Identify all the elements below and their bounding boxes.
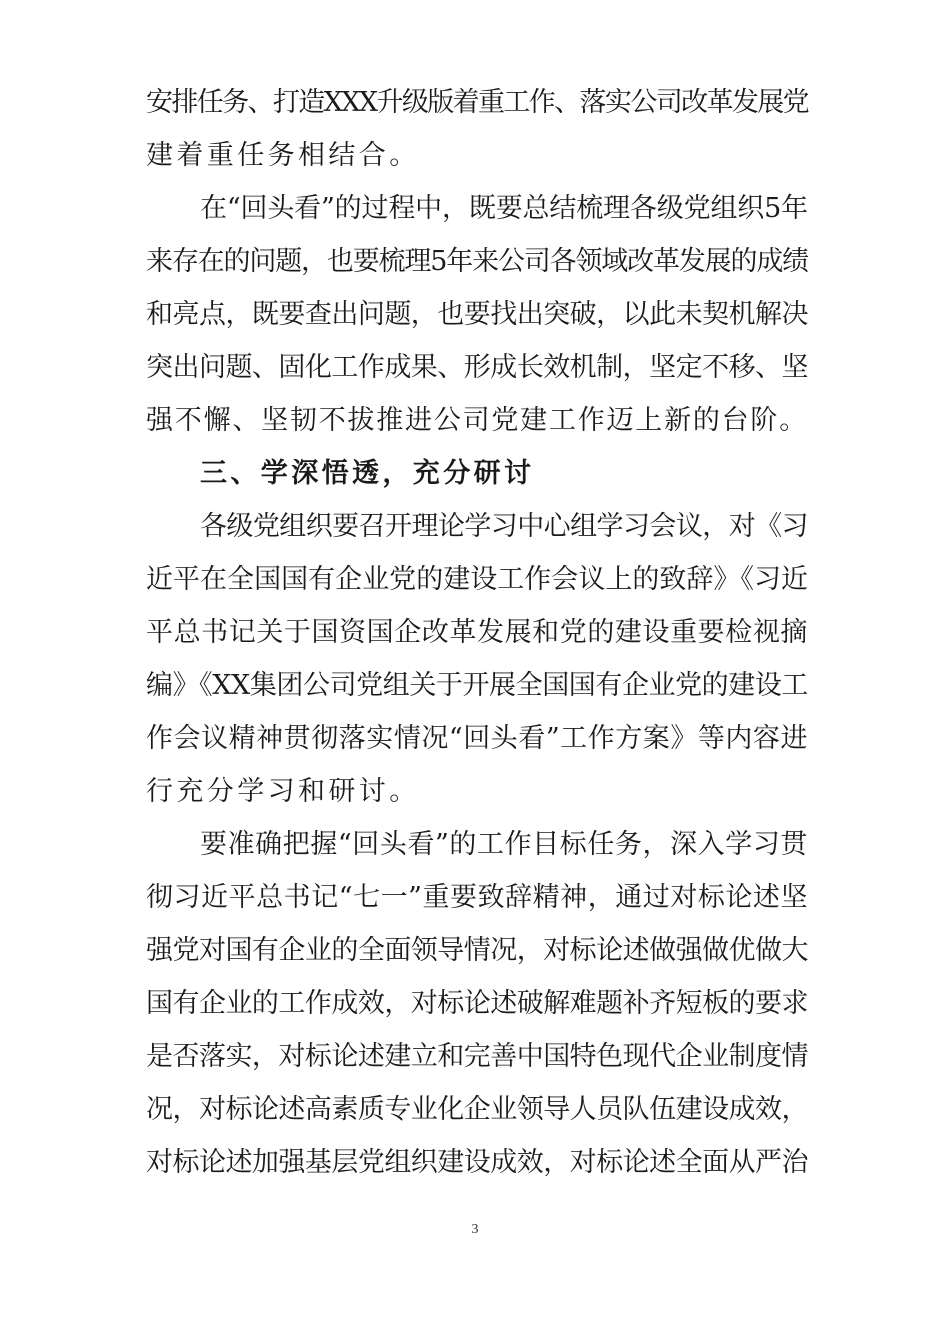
text-line: 平总书记关于国资国企改革发展和党的建设重要检视摘 — [146, 617, 808, 648]
text-line: 是否落实，对标论述建立和完善中国特色现代企业制度情 — [146, 1041, 808, 1072]
text-line: 安排任务、打造XXX升级版着重工作、落实公司改革发展党 — [146, 87, 808, 118]
text-line: 强党对国有企业的全面领导情况，对标论述做强做优做大 — [146, 935, 808, 966]
section-heading: 三、学深悟透，充分研讨 — [200, 458, 535, 489]
document-body — [146, 76, 808, 1189]
text-line: 作会议精神贯彻落实情况“回头看”工作方案》等内容进 — [146, 723, 808, 754]
text-line: 近平在全国国有企业党的建设工作会议上的致辞》《习近 — [146, 564, 808, 595]
text-line: 和亮点，既要查出问题，也要找出突破，以此未契机解决 — [146, 299, 808, 330]
text-line: 国有企业的工作成效，对标论述破解难题补齐短板的要求 — [146, 988, 808, 1019]
text-line: 对标论述加强基层党组织建设成效，对标论述全面从严治 — [146, 1147, 808, 1178]
text-line: 在“回头看”的过程中，既要总结梳理各级党组织5年 — [200, 193, 808, 224]
text-line: 况，对标论述高素质专业化企业领导人员队伍建设成效， — [146, 1094, 808, 1125]
text-line: 强不懈、坚韧不拔推进公司党建工作迈上新的台阶。 — [146, 405, 808, 436]
page-number: 3 — [471, 1222, 479, 1237]
text-line: 来存在的问题，也要梳理5年来公司各领域改革发展的成绩 — [146, 246, 808, 277]
text-line: 彻习近平总书记“七一”重要致辞精神，通过对标论述坚 — [146, 882, 808, 913]
text-line: 要准确把握“回头看”的工作目标任务，深入学习贯 — [200, 829, 808, 860]
text-line: 突出问题、固化工作成果、形成长效机制，坚定不移、坚 — [146, 352, 808, 383]
text-line: 编》《XX集团公司党组关于开展全国国有企业党的建设工 — [146, 670, 808, 701]
text-line: 行充分学习和研讨。 — [146, 776, 420, 807]
text-line: 建着重任务相结合。 — [146, 140, 420, 171]
text-line: 各级党组织要召开理论学习中心组学习会议，对《习 — [200, 511, 808, 542]
